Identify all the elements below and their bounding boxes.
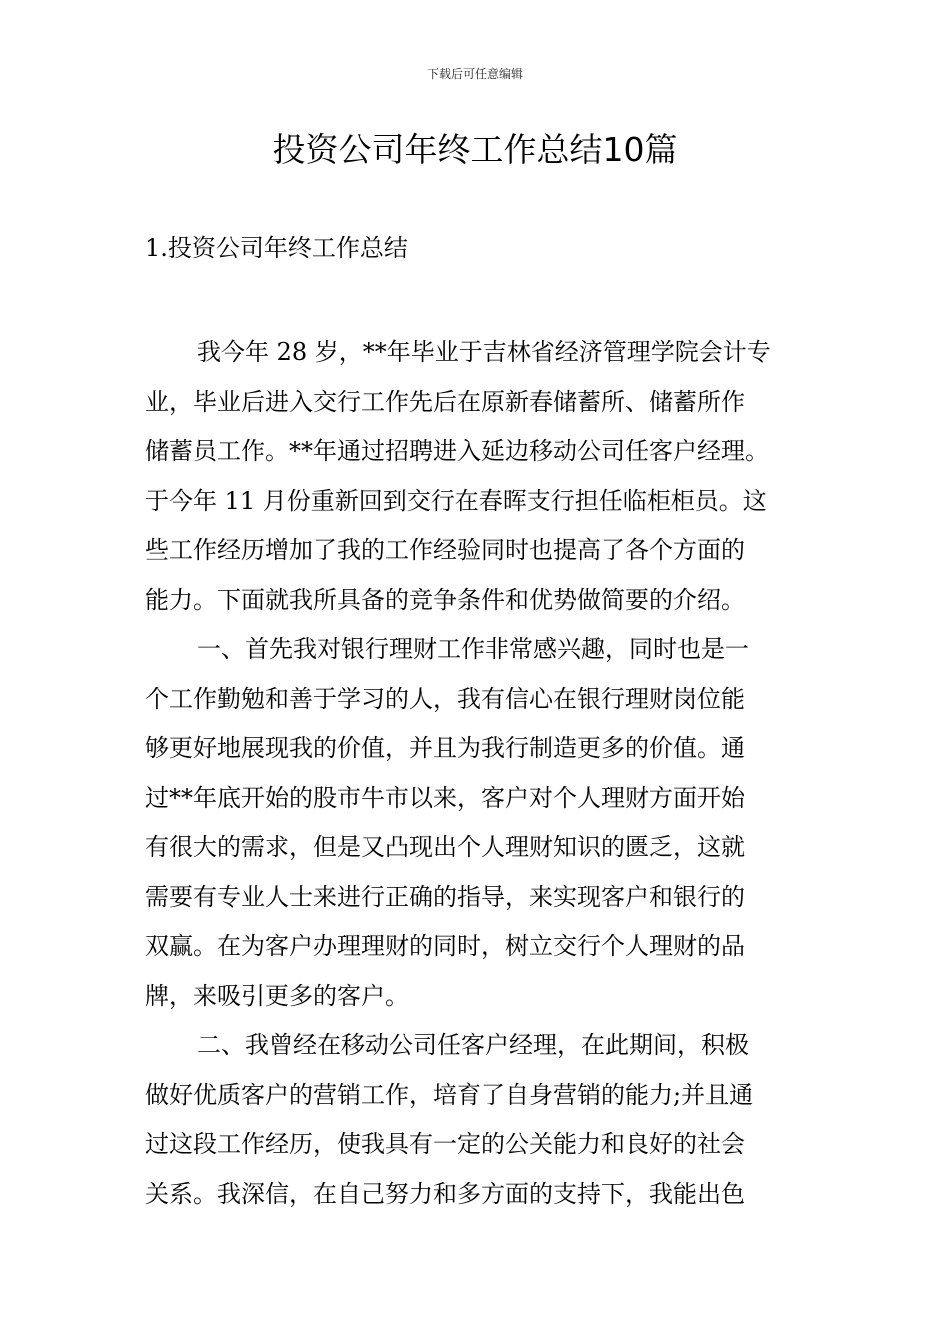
body-line: 有很大的需求，但是又凸现出个人理财知识的匮乏，这就 xyxy=(145,833,745,861)
body-line: 些工作经历增加了我的工作经验同时也提高了各个方面的 xyxy=(145,536,745,564)
header-note: 下载后可任意编辑 xyxy=(426,67,523,81)
body-line: 够更好地展现我的价值，并且为我行制造更多的价值。通 xyxy=(145,734,745,762)
body-line: 关系。我深信，在自己努力和多方面的支持下，我能出色 xyxy=(145,1179,745,1208)
body-line: 需要有专业人士来进行正确的指导，来实现客户和银行的 xyxy=(145,882,745,911)
body-line: 业，毕业后进入交行工作先后在原新春储蓄所、储蓄所作 xyxy=(145,387,745,416)
section-heading: 1.投资公司年终工作总结 xyxy=(145,234,408,262)
body-line: 于今年 11 月份重新回到交行在春晖支行担任临柜柜员。这 xyxy=(145,486,767,515)
document-title: 投资公司年终工作总结10篇 xyxy=(272,130,678,169)
body-line: 二、我曾经在移动公司任客户经理，在此期间，积极 xyxy=(197,1031,749,1059)
body-line: 过这段工作经历，使我具有一定的公关能力和良好的社会 xyxy=(145,1130,745,1158)
body-line: 双赢。在为客户办理理财的同时，树立交行个人理财的品 xyxy=(145,932,745,960)
body-line: 牌，来吸引更多的客户。 xyxy=(145,981,409,1010)
body-line: 一、首先我对银行理财工作非常感兴趣，同时也是一 xyxy=(197,635,749,663)
document-body xyxy=(145,328,825,1219)
body-line: 储蓄员工作。**年通过招聘进入延边移动公司任客户经理。 xyxy=(145,437,769,465)
body-line: 过**年底开始的股市牛市以来，客户对个人理财方面开始 xyxy=(145,783,745,812)
body-line: 我今年 28 岁，**年毕业于吉林省经济管理学院会计专 xyxy=(197,338,771,366)
body-line: 做好优质客户的营销工作，培育了自身营销的能力;并且通 xyxy=(145,1080,754,1109)
body-line: 个工作勤勉和善于学习的人，我有信心在银行理财岗位能 xyxy=(145,684,745,713)
body-line: 能力。下面就我所具备的竞争条件和优势做简要的介绍。 xyxy=(145,585,745,614)
